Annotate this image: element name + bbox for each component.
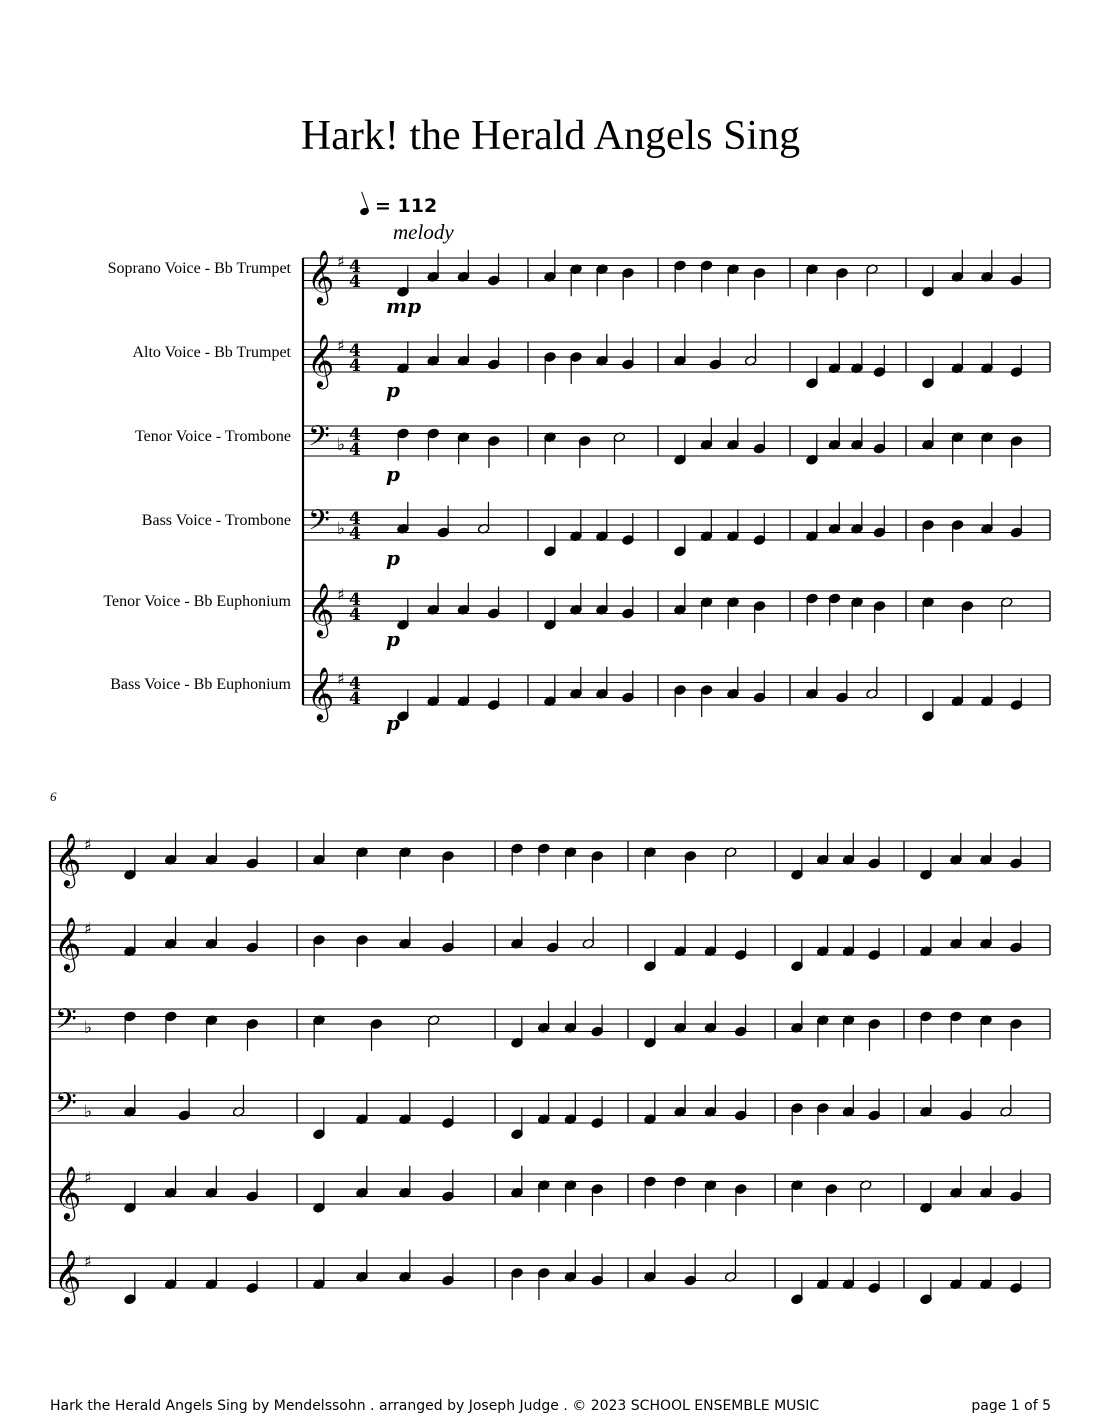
page-number: page 1 of 5 — [971, 1398, 1051, 1414]
sharp-icon: ♯ — [84, 835, 92, 854]
bass-clef-icon: 𝄢 — [308, 504, 330, 544]
time-sig-bottom: 4 — [349, 440, 361, 460]
time-sig-top: 4 — [349, 674, 361, 694]
time-sig-top: 4 — [349, 257, 361, 277]
dynamic-marking: p — [386, 462, 400, 486]
instrument-label-2: Alto Voice - Bb Trumpet — [132, 344, 291, 361]
sharp-icon: ♯ — [337, 669, 345, 688]
time-sig-top: 4 — [349, 509, 361, 529]
flat-icon: ♭ — [337, 519, 346, 539]
instrument-label-4: Bass Voice - Trombone — [141, 512, 291, 529]
flat-icon: ♭ — [84, 1018, 93, 1038]
treble-clef-icon: 𝄞 — [54, 916, 82, 970]
treble-clef-icon: 𝄞 — [54, 832, 82, 886]
dynamic-marking: p — [386, 378, 400, 402]
instrument-label-6: Bass Voice - Bb Euphonium — [110, 676, 291, 693]
dynamic-marking: p — [386, 546, 400, 570]
sharp-icon: ♯ — [337, 585, 345, 604]
time-sig-top: 4 — [349, 425, 361, 445]
treble-clef-icon: 𝄞 — [54, 1249, 82, 1303]
time-sig-bottom: 4 — [349, 356, 361, 376]
bass-clef-icon: 𝄢 — [55, 1087, 77, 1127]
instrument-label-3: Tenor Voice - Trombone — [134, 428, 291, 445]
dynamic-marking: p — [386, 627, 400, 651]
time-sig-top: 4 — [349, 590, 361, 610]
expression-text: melody — [393, 220, 454, 244]
time-sig-bottom: 4 — [349, 272, 361, 292]
treble-clef-icon: 𝄞 — [54, 1165, 82, 1219]
sharp-icon: ♯ — [84, 919, 92, 938]
dynamic-marking: mp — [386, 294, 422, 318]
sharp-icon: ♯ — [337, 336, 345, 355]
time-sig-top: 4 — [349, 341, 361, 361]
flat-icon: ♭ — [337, 435, 346, 455]
treble-clef-icon: 𝄞 — [307, 582, 335, 636]
flat-icon: ♭ — [84, 1102, 93, 1122]
time-sig-bottom: 4 — [349, 689, 361, 709]
tempo-value: = 112 — [375, 195, 438, 217]
measure-number: 6 — [50, 789, 57, 804]
sharp-icon: ♯ — [337, 252, 345, 271]
bass-clef-icon: 𝄢 — [308, 420, 330, 460]
dynamic-marking: p — [386, 711, 400, 735]
time-sig-bottom: 4 — [349, 605, 361, 625]
sharp-icon: ♯ — [84, 1252, 92, 1271]
treble-clef-icon: 𝄞 — [307, 249, 335, 303]
sharp-icon: ♯ — [84, 1168, 92, 1187]
bass-clef-icon: 𝄢 — [55, 1003, 77, 1043]
treble-clef-icon: 𝄞 — [307, 333, 335, 387]
score-title: Hark! the Herald Angels Sing — [300, 113, 801, 159]
footer-credit: Hark the Herald Angels Sing by Mendelssohn . arranged by Joseph Judge . © 2023 SCHOOL ENSEMBLE MUSIC — [50, 1398, 820, 1414]
time-sig-bottom: 4 — [349, 524, 361, 544]
instrument-label-5: Tenor Voice - Bb Euphonium — [103, 593, 291, 610]
treble-clef-icon: 𝄞 — [307, 666, 335, 720]
instrument-label-1: Soprano Voice - Bb Trumpet — [107, 260, 291, 277]
